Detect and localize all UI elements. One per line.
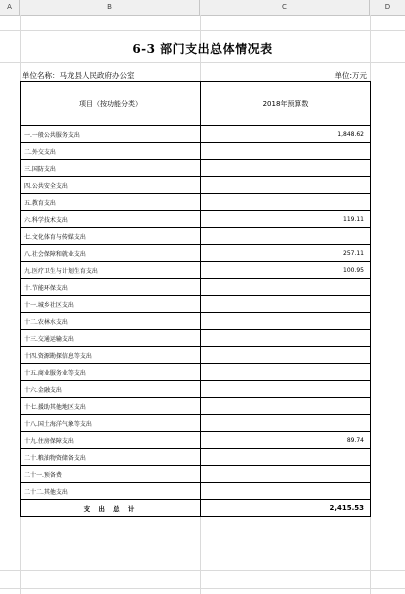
table-row — [21, 228, 371, 245]
table-row — [21, 432, 371, 449]
table-row — [21, 364, 371, 381]
table-row — [21, 330, 371, 347]
row-value-cell[interactable]: 89.74 — [201, 432, 371, 449]
row-label-cell[interactable]: 五.教育支出 — [21, 194, 201, 211]
row-label-cell[interactable]: 三.国防支出 — [21, 160, 201, 177]
column-header-a[interactable]: A — [0, 0, 20, 15]
table-row — [21, 483, 371, 500]
row-label-cell[interactable]: 十三.交通运输支出 — [21, 330, 201, 347]
row-value-cell[interactable] — [201, 296, 371, 313]
currency-unit-label: 单位:万元 — [334, 71, 367, 80]
row-label-cell[interactable]: 二.外交支出 — [21, 143, 201, 160]
row-label-cell[interactable]: 十六.金融支出 — [21, 381, 201, 398]
table-row — [21, 262, 371, 279]
row-value-cell[interactable] — [201, 143, 371, 160]
column-header-c[interactable]: C — [200, 0, 370, 15]
header-item-cell[interactable]: 项目（按功能分类） — [21, 82, 201, 126]
expenditure-table — [20, 81, 371, 517]
row-value-cell[interactable] — [201, 160, 371, 177]
row-value-cell[interactable] — [201, 194, 371, 211]
row-value-cell[interactable] — [201, 415, 371, 432]
table-row — [21, 279, 371, 296]
table-row — [21, 415, 371, 432]
table-row — [21, 194, 371, 211]
total-label-cell[interactable]: 支 出 总 计 — [21, 500, 201, 517]
row-value-cell[interactable] — [201, 483, 371, 500]
row-value-cell[interactable] — [201, 279, 371, 296]
header-budget-cell[interactable]: 2018年预算数 — [201, 82, 371, 126]
row-value-cell[interactable] — [201, 330, 371, 347]
table-row — [21, 296, 371, 313]
grid-line — [0, 62, 405, 63]
row-value-cell[interactable]: 119.11 — [201, 211, 371, 228]
row-value-cell[interactable] — [201, 381, 371, 398]
column-header-b[interactable]: B — [20, 0, 200, 15]
table-row — [21, 398, 371, 415]
table-row — [21, 466, 371, 483]
row-label-cell[interactable]: 二十二.其他支出 — [21, 483, 201, 500]
grid-line — [0, 30, 405, 31]
row-label-cell[interactable]: 十一.城乡社区支出 — [21, 296, 201, 313]
row-value-cell[interactable]: 1,848.62 — [201, 126, 371, 143]
row-value-cell[interactable] — [201, 364, 371, 381]
sheet-title: 6-3 部门支出总体情况表 — [132, 42, 273, 56]
row-label-cell[interactable]: 十四.资源勘探信息等支出 — [21, 347, 201, 364]
row-label-cell[interactable]: 十八.国土海洋气象等支出 — [21, 415, 201, 432]
row-value-cell[interactable] — [201, 313, 371, 330]
row-label-cell[interactable]: 八.社会保障和就业支出 — [21, 245, 201, 262]
row-value-cell[interactable] — [201, 398, 371, 415]
total-value-cell[interactable]: 2,415.53 — [201, 500, 371, 517]
row-label-cell[interactable]: 六.科学技术支出 — [21, 211, 201, 228]
row-value-cell[interactable] — [201, 466, 371, 483]
grid-line — [0, 588, 405, 589]
row-label-cell[interactable]: 二十一.预备费 — [21, 466, 201, 483]
table-row — [21, 160, 371, 177]
row-value-cell[interactable] — [201, 177, 371, 194]
row-label-cell[interactable]: 四.公共安全支出 — [21, 177, 201, 194]
row-label-cell[interactable]: 七.文化体育与传媒支出 — [21, 228, 201, 245]
table-row — [21, 381, 371, 398]
table-row — [21, 449, 371, 466]
row-value-cell[interactable]: 100.95 — [201, 262, 371, 279]
total-row — [21, 500, 371, 517]
table-header-row — [21, 82, 371, 126]
row-label-cell[interactable]: 十五.商业服务业等支出 — [21, 364, 201, 381]
row-value-cell[interactable]: 257.11 — [201, 245, 371, 262]
row-label-cell[interactable]: 十九.住房保障支出 — [21, 432, 201, 449]
grid-line — [0, 570, 405, 571]
row-label-cell[interactable]: 十二.农林水支出 — [21, 313, 201, 330]
table-row — [21, 211, 371, 228]
row-value-cell[interactable] — [201, 347, 371, 364]
row-label-cell[interactable]: 十.节能环保支出 — [21, 279, 201, 296]
row-value-cell[interactable] — [201, 449, 371, 466]
row-label-cell[interactable]: 十七.援助其他地区支出 — [21, 398, 201, 415]
row-label-cell[interactable]: 九.医疗卫生与计划生育支出 — [21, 262, 201, 279]
table-row — [21, 347, 371, 364]
table-row — [21, 313, 371, 330]
row-label-cell[interactable]: 一.一般公共服务支出 — [21, 126, 201, 143]
table-row — [21, 177, 371, 194]
table-row — [21, 126, 371, 143]
table-row — [21, 245, 371, 262]
unit-name-label: 单位名称：马龙县人民政府办公室 — [22, 71, 135, 80]
column-header-d[interactable]: D — [384, 3, 391, 11]
row-value-cell[interactable] — [201, 228, 371, 245]
column-header-bar — [0, 0, 405, 16]
row-label-cell[interactable]: 二十.粮油物资储备支出 — [21, 449, 201, 466]
table-row — [21, 143, 371, 160]
